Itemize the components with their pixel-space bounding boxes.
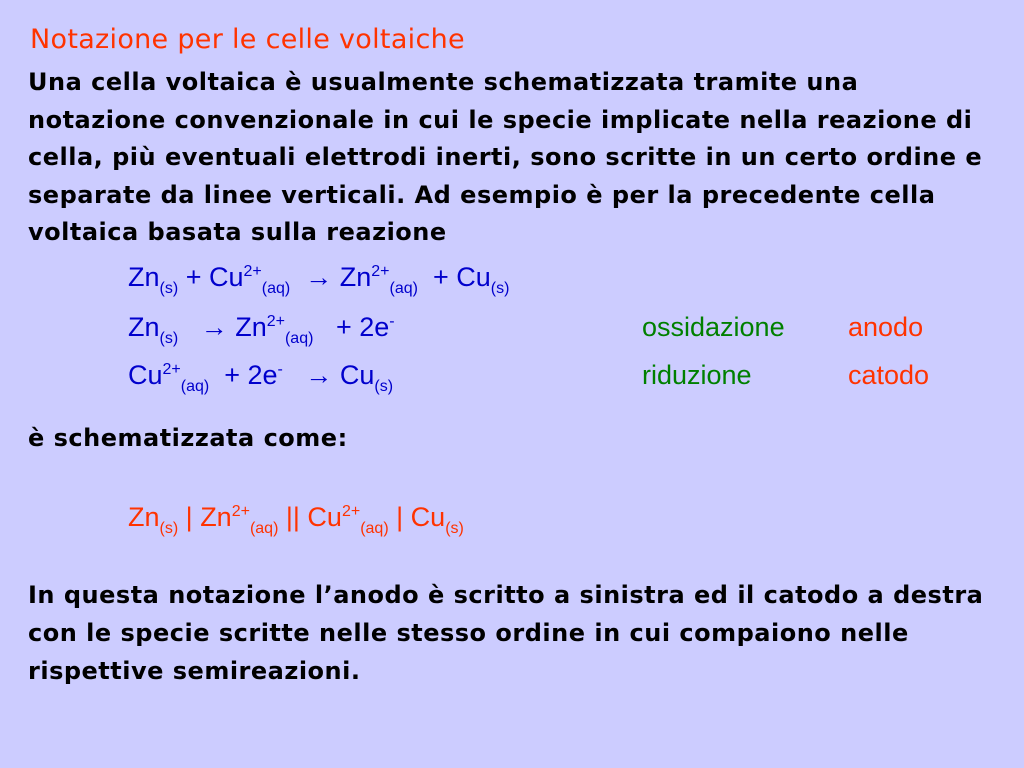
state: (s) (374, 378, 394, 395)
oxidation-label: ossidazione (642, 312, 785, 342)
species: + Cu (432, 262, 491, 292)
charge: 2+ (162, 361, 181, 378)
charge: 2+ (231, 503, 250, 520)
state: (aq) (249, 520, 279, 537)
charge: 2+ (243, 263, 262, 280)
species: + Cu (185, 262, 244, 292)
state: (s) (159, 520, 179, 537)
arrow-icon: → (305, 360, 333, 390)
charge: 2+ (341, 503, 361, 520)
electrons: + 2e (335, 312, 390, 342)
state: (s) (159, 280, 179, 297)
slide-title: Notazione per le celle voltaiche (30, 24, 465, 55)
reduction-label: riduzione (642, 360, 752, 390)
intro-paragraph: Una cella voltaica è usualmente schematizzata tramite una notazione convenzionale in cui le specie implicate nella reazione di cella, più eventuali elettrodi inerti, sono scritte in un certo ordine e separate da linee verticali. Ad esempio è per la precedente cella voltaica basata sulla reazione (28, 68, 983, 247)
state: (aq) (284, 330, 314, 347)
species: | Zn (178, 502, 232, 532)
charge: - (277, 361, 283, 378)
state: (aq) (261, 280, 291, 297)
species: Zn (128, 262, 160, 292)
species: || Cu (278, 502, 342, 532)
state: (aq) (360, 520, 389, 537)
cathode-label: catodo (848, 360, 930, 390)
charge: 2+ (371, 263, 390, 280)
state: (s) (445, 520, 464, 537)
species: Zn (128, 502, 160, 532)
reduction-half-reaction (128, 360, 394, 395)
outro-paragraph: In questa notazione l’anodo è scritto a sinistra ed il catodo a destra con le specie scritte nelle stesso ordine in cui compaiono nelle rispettive semireazioni. (28, 581, 984, 685)
electrons: + 2e (224, 360, 278, 390)
oxidation-half-reaction (128, 312, 395, 347)
species: Cu (128, 360, 163, 390)
arrow-icon: → (305, 262, 333, 292)
species: Zn (235, 312, 267, 342)
state: (aq) (389, 280, 418, 297)
state: (aq) (180, 378, 210, 395)
species: | Cu (388, 502, 446, 532)
species: Zn (128, 312, 160, 342)
charge: - (389, 313, 395, 330)
state: (s) (159, 330, 179, 347)
species: Zn (339, 262, 372, 292)
schematized-as-text: è schematizzata come: (28, 424, 348, 452)
cell-notation (128, 502, 464, 537)
overall-reaction (128, 262, 510, 297)
species: Cu (339, 360, 375, 390)
state: (s) (490, 280, 510, 297)
charge: 2+ (266, 313, 285, 330)
arrow-icon: → (200, 312, 228, 342)
anode-label: anodo (848, 312, 924, 342)
